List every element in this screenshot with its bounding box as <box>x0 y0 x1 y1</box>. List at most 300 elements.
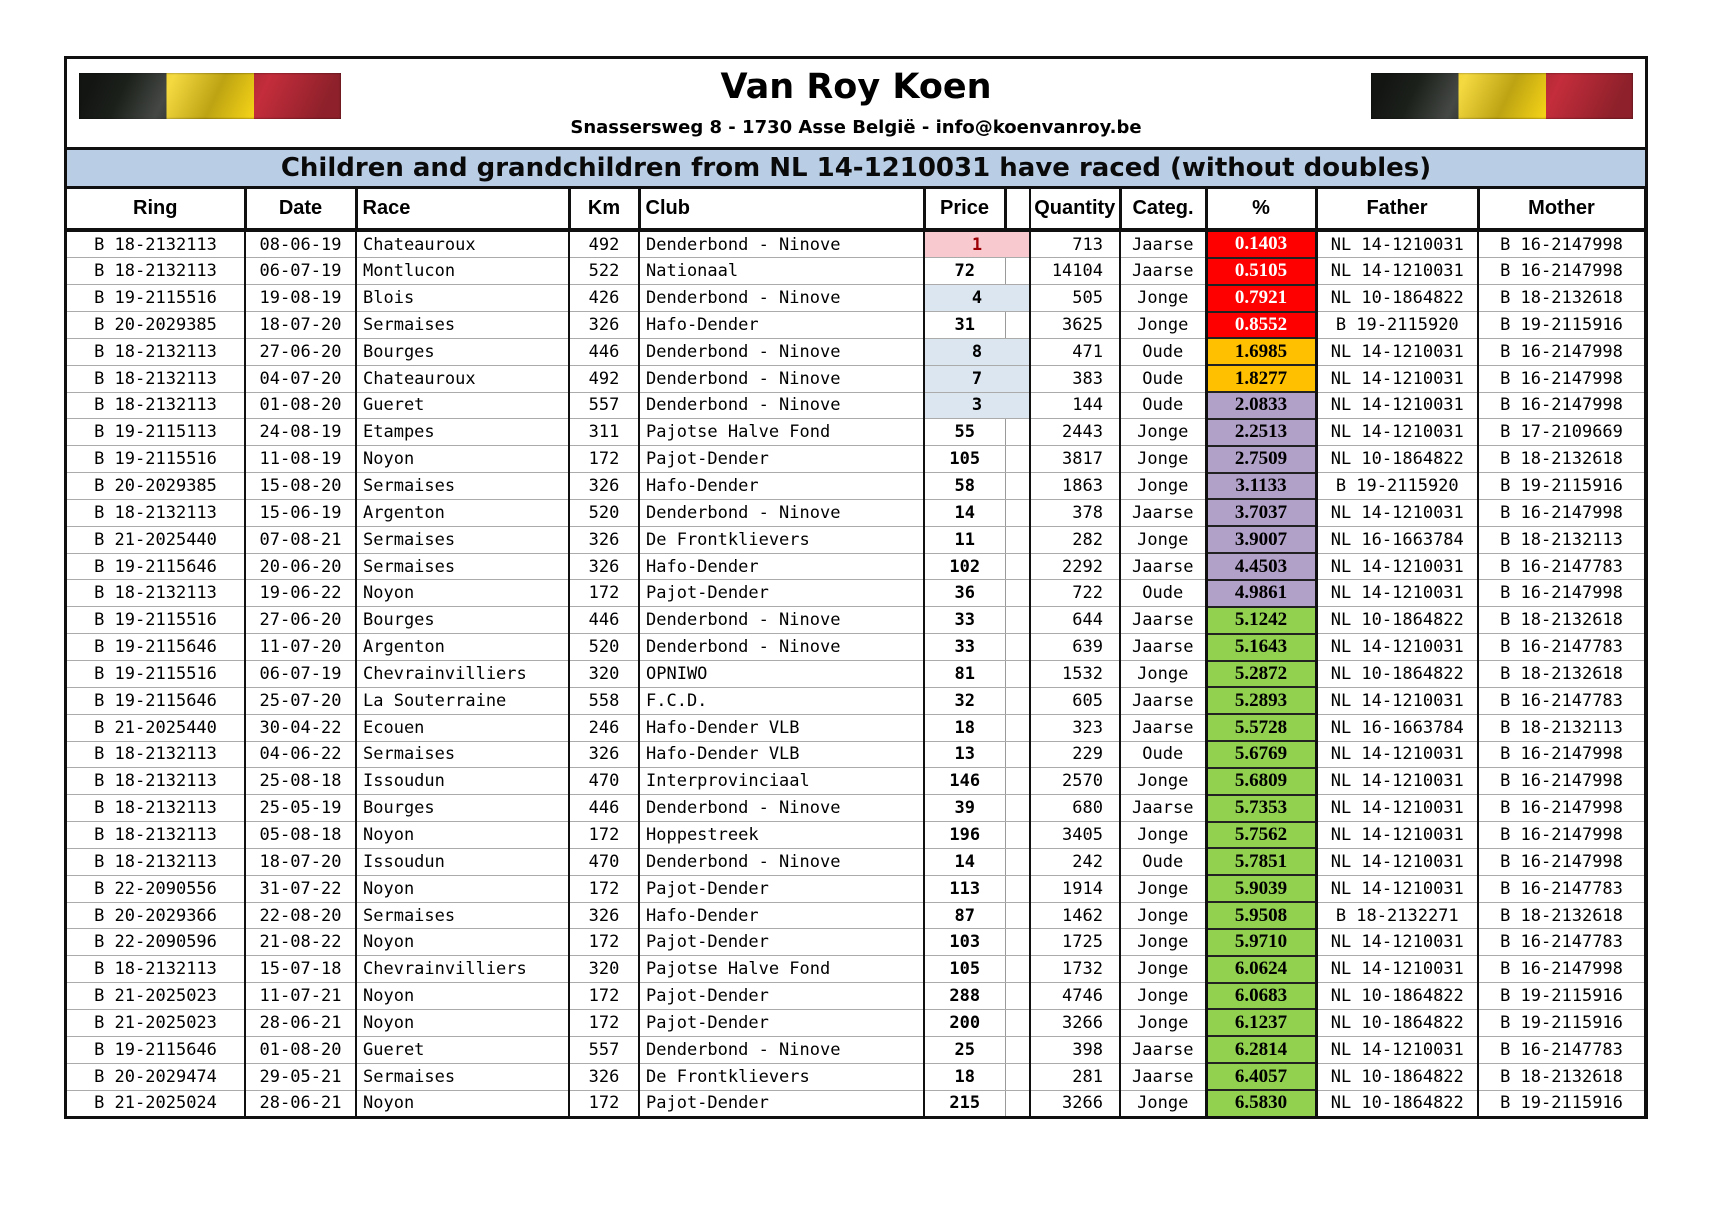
cell-price: 4 <box>924 285 1030 312</box>
column-header-quantity: Quantity <box>1030 188 1120 231</box>
cell-date: 18-07-20 <box>245 312 356 339</box>
cell-km: 326 <box>569 553 639 580</box>
cell-cat: Jaarse <box>1120 687 1206 714</box>
cell-club: Hafo-Dender <box>639 902 924 929</box>
cell-race: Sermaises <box>356 553 569 580</box>
cell-father: NL 14-1210031 <box>1316 553 1478 580</box>
cell-date: 15-08-20 <box>245 473 356 500</box>
column-header-km: Km <box>569 188 639 231</box>
cell-race: Argenton <box>356 499 569 526</box>
cell-qty: 3266 <box>1030 1090 1120 1116</box>
cell-date: 22-08-20 <box>245 902 356 929</box>
table-row <box>67 929 1645 956</box>
cell-cat: Jaarse <box>1120 499 1206 526</box>
cell-km: 326 <box>569 741 639 768</box>
cell-km: 446 <box>569 607 639 634</box>
cell-qty: 722 <box>1030 580 1120 607</box>
table-row <box>67 1090 1645 1116</box>
cell-pct: 0.5105 <box>1206 258 1316 285</box>
cell-father: NL 10-1864822 <box>1316 1009 1478 1036</box>
table-row <box>67 634 1645 661</box>
cell-pct: 5.7851 <box>1206 848 1316 875</box>
cell-qty: 4746 <box>1030 983 1120 1010</box>
cell-cat: Oude <box>1120 392 1206 419</box>
cell-km: 446 <box>569 795 639 822</box>
cell-ring: B 20-2029366 <box>67 902 245 929</box>
cell-ring: B 18-2132113 <box>67 392 245 419</box>
cell-spacer <box>1005 580 1030 607</box>
cell-father: NL 14-1210031 <box>1316 741 1478 768</box>
cell-ring: B 21-2025023 <box>67 1009 245 1036</box>
cell-qty: 281 <box>1030 1063 1120 1090</box>
cell-race: Sermaises <box>356 1063 569 1090</box>
cell-cat: Jonge <box>1120 446 1206 473</box>
cell-pct: 1.8277 <box>1206 365 1316 392</box>
cell-father: NL 14-1210031 <box>1316 956 1478 983</box>
cell-father: NL 10-1864822 <box>1316 983 1478 1010</box>
cell-race: Chevrainvilliers <box>356 956 569 983</box>
cell-date: 01-08-20 <box>245 1036 356 1063</box>
column-header-race: Race <box>356 188 569 231</box>
cell-qty: 1732 <box>1030 956 1120 983</box>
cell-club: Hafo-Dender VLB <box>639 741 924 768</box>
cell-cat: Jaarse <box>1120 714 1206 741</box>
cell-qty: 1532 <box>1030 661 1120 688</box>
cell-race: Sermaises <box>356 902 569 929</box>
cell-qty: 1462 <box>1030 902 1120 929</box>
cell-pct: 6.0624 <box>1206 956 1316 983</box>
cell-club: Denderbond - Ninove <box>639 848 924 875</box>
cell-cat: Jonge <box>1120 1090 1206 1116</box>
cell-spacer <box>1005 795 1030 822</box>
cell-club: Denderbond - Ninove <box>639 285 924 312</box>
cell-km: 520 <box>569 499 639 526</box>
table-row <box>67 875 1645 902</box>
cell-km: 558 <box>569 687 639 714</box>
cell-mother: B 16-2147998 <box>1478 392 1645 419</box>
cell-cat: Jonge <box>1120 473 1206 500</box>
cell-cat: Jonge <box>1120 929 1206 956</box>
cell-race: Sermaises <box>356 741 569 768</box>
cell-father: NL 10-1864822 <box>1316 1063 1478 1090</box>
table-header-row <box>67 188 1645 231</box>
cell-km: 492 <box>569 230 639 258</box>
cell-pct: 5.1242 <box>1206 607 1316 634</box>
cell-date: 25-08-18 <box>245 768 356 795</box>
cell-qty: 242 <box>1030 848 1120 875</box>
cell-cat: Jaarse <box>1120 634 1206 661</box>
column-header-date: Date <box>245 188 356 231</box>
table-row <box>67 983 1645 1010</box>
cell-price: 11 <box>924 526 1005 553</box>
cell-ring: B 18-2132113 <box>67 822 245 849</box>
column-header-mother: Mother <box>1478 188 1645 231</box>
table-row <box>67 419 1645 446</box>
cell-km: 557 <box>569 1036 639 1063</box>
cell-km: 426 <box>569 285 639 312</box>
cell-mother: B 18-2132618 <box>1478 661 1645 688</box>
cell-pct: 6.1237 <box>1206 1009 1316 1036</box>
cell-pct: 3.9007 <box>1206 526 1316 553</box>
cell-price: 18 <box>924 1063 1005 1090</box>
cell-father: NL 14-1210031 <box>1316 392 1478 419</box>
cell-race: Sermaises <box>356 526 569 553</box>
cell-ring: B 19-2115646 <box>67 687 245 714</box>
cell-km: 326 <box>569 902 639 929</box>
cell-race: Noyon <box>356 983 569 1010</box>
cell-mother: B 16-2147998 <box>1478 230 1645 258</box>
cell-km: 470 <box>569 848 639 875</box>
cell-date: 25-07-20 <box>245 687 356 714</box>
table-row <box>67 338 1645 365</box>
cell-cat: Jaarse <box>1120 258 1206 285</box>
cell-date: 15-06-19 <box>245 499 356 526</box>
cell-ring: B 18-2132113 <box>67 258 245 285</box>
cell-km: 446 <box>569 338 639 365</box>
cell-ring: B 21-2025023 <box>67 983 245 1010</box>
cell-mother: B 19-2115916 <box>1478 983 1645 1010</box>
cell-ring: B 19-2115113 <box>67 419 245 446</box>
cell-qty: 2570 <box>1030 768 1120 795</box>
banner-title: Children and grandchildren from NL 14-1210031 have raced (without doubles) <box>67 147 1645 186</box>
cell-father: NL 16-1663784 <box>1316 714 1478 741</box>
cell-mother: B 18-2132618 <box>1478 446 1645 473</box>
cell-spacer <box>1005 661 1030 688</box>
cell-price: 58 <box>924 473 1005 500</box>
cell-qty: 505 <box>1030 285 1120 312</box>
cell-cat: Jaarse <box>1120 607 1206 634</box>
cell-price: 55 <box>924 419 1005 446</box>
cell-club: Pajot-Dender <box>639 1009 924 1036</box>
cell-date: 19-06-22 <box>245 580 356 607</box>
cell-club: OPNIWO <box>639 661 924 688</box>
cell-race: Chevrainvilliers <box>356 661 569 688</box>
cell-spacer <box>1005 607 1030 634</box>
cell-spacer <box>1005 526 1030 553</box>
cell-race: Noyon <box>356 580 569 607</box>
cell-father: NL 14-1210031 <box>1316 848 1478 875</box>
cell-club: Pajot-Dender <box>639 929 924 956</box>
cell-race: Noyon <box>356 929 569 956</box>
cell-pct: 6.2814 <box>1206 1036 1316 1063</box>
cell-km: 326 <box>569 526 639 553</box>
cell-price: 1 <box>924 230 1030 258</box>
cell-pct: 1.6985 <box>1206 338 1316 365</box>
cell-cat: Jaarse <box>1120 795 1206 822</box>
cell-price: 215 <box>924 1090 1005 1116</box>
cell-ring: B 19-2115516 <box>67 285 245 312</box>
cell-km: 172 <box>569 822 639 849</box>
cell-club: Hafo-Dender <box>639 553 924 580</box>
cell-mother: B 18-2132113 <box>1478 526 1645 553</box>
cell-km: 172 <box>569 875 639 902</box>
cell-race: Ecouen <box>356 714 569 741</box>
table-row <box>67 230 1645 258</box>
cell-km: 492 <box>569 365 639 392</box>
cell-spacer <box>1005 822 1030 849</box>
cell-pct: 0.7921 <box>1206 285 1316 312</box>
cell-father: NL 14-1210031 <box>1316 768 1478 795</box>
cell-pct: 3.7037 <box>1206 499 1316 526</box>
cell-spacer <box>1005 419 1030 446</box>
cell-father: NL 10-1864822 <box>1316 446 1478 473</box>
cell-cat: Jaarse <box>1120 553 1206 580</box>
cell-qty: 2443 <box>1030 419 1120 446</box>
cell-pct: 2.7509 <box>1206 446 1316 473</box>
cell-pct: 6.0683 <box>1206 983 1316 1010</box>
cell-father: NL 14-1210031 <box>1316 365 1478 392</box>
cell-spacer <box>1005 1009 1030 1036</box>
cell-price: 8 <box>924 338 1030 365</box>
cell-cat: Jaarse <box>1120 1036 1206 1063</box>
cell-spacer <box>1005 1090 1030 1116</box>
cell-pct: 5.2893 <box>1206 687 1316 714</box>
cell-mother: B 16-2147998 <box>1478 848 1645 875</box>
table-row <box>67 1009 1645 1036</box>
cell-pct: 2.0833 <box>1206 392 1316 419</box>
cell-pct: 4.4503 <box>1206 553 1316 580</box>
cell-race: Sermaises <box>356 312 569 339</box>
cell-qty: 3817 <box>1030 446 1120 473</box>
cell-mother: B 16-2147998 <box>1478 258 1645 285</box>
cell-price: 13 <box>924 741 1005 768</box>
cell-club: Denderbond - Ninove <box>639 634 924 661</box>
cell-price: 33 <box>924 634 1005 661</box>
cell-club: Pajot-Dender <box>639 580 924 607</box>
cell-qty: 14104 <box>1030 258 1120 285</box>
cell-pct: 5.2872 <box>1206 661 1316 688</box>
cell-km: 246 <box>569 714 639 741</box>
cell-spacer <box>1005 848 1030 875</box>
cell-price: 32 <box>924 687 1005 714</box>
cell-father: NL 14-1210031 <box>1316 419 1478 446</box>
cell-father: B 19-2115920 <box>1316 312 1478 339</box>
cell-spacer <box>1005 956 1030 983</box>
cell-mother: B 19-2115916 <box>1478 1009 1645 1036</box>
cell-date: 15-07-18 <box>245 956 356 983</box>
cell-date: 04-06-22 <box>245 741 356 768</box>
column-header-father: Father <box>1316 188 1478 231</box>
table-row <box>67 258 1645 285</box>
table-row <box>67 526 1645 553</box>
cell-spacer <box>1005 312 1030 339</box>
cell-mother: B 18-2132618 <box>1478 902 1645 929</box>
cell-mother: B 16-2147783 <box>1478 634 1645 661</box>
cell-cat: Oude <box>1120 848 1206 875</box>
page-title: Van Roy Koen <box>720 67 992 107</box>
cell-pct: 5.1643 <box>1206 634 1316 661</box>
table-row <box>67 661 1645 688</box>
cell-mother: B 16-2147783 <box>1478 687 1645 714</box>
cell-ring: B 22-2090556 <box>67 875 245 902</box>
cell-cat: Jonge <box>1120 902 1206 929</box>
cell-club: De Frontklievers <box>639 526 924 553</box>
cell-club: Pajot-Dender <box>639 446 924 473</box>
cell-father: NL 14-1210031 <box>1316 875 1478 902</box>
cell-date: 27-06-20 <box>245 338 356 365</box>
cell-father: NL 14-1210031 <box>1316 230 1478 258</box>
cell-mother: B 16-2147998 <box>1478 795 1645 822</box>
cell-cat: Jonge <box>1120 983 1206 1010</box>
results-table <box>67 186 1647 1116</box>
cell-date: 29-05-21 <box>245 1063 356 1090</box>
cell-price: 14 <box>924 499 1005 526</box>
cell-price: 39 <box>924 795 1005 822</box>
cell-date: 11-07-20 <box>245 634 356 661</box>
cell-km: 172 <box>569 1009 639 1036</box>
cell-qty: 713 <box>1030 230 1120 258</box>
cell-father: NL 14-1210031 <box>1316 258 1478 285</box>
cell-club: Denderbond - Ninove <box>639 1036 924 1063</box>
cell-mother: B 18-2132113 <box>1478 714 1645 741</box>
cell-qty: 605 <box>1030 687 1120 714</box>
cell-qty: 3405 <box>1030 822 1120 849</box>
cell-cat: Jaarse <box>1120 230 1206 258</box>
cell-race: Issoudun <box>356 848 569 875</box>
cell-mother: B 16-2147998 <box>1478 768 1645 795</box>
cell-qty: 639 <box>1030 634 1120 661</box>
cell-qty: 383 <box>1030 365 1120 392</box>
cell-date: 07-08-21 <box>245 526 356 553</box>
cell-date: 28-06-21 <box>245 1090 356 1116</box>
cell-spacer <box>1005 687 1030 714</box>
cell-ring: B 19-2115646 <box>67 1036 245 1063</box>
cell-spacer <box>1005 983 1030 1010</box>
cell-mother: B 18-2132618 <box>1478 1063 1645 1090</box>
table-row <box>67 741 1645 768</box>
cell-club: Pajotse Halve Fond <box>639 956 924 983</box>
cell-date: 08-06-19 <box>245 230 356 258</box>
cell-father: NL 10-1864822 <box>1316 285 1478 312</box>
cell-km: 311 <box>569 419 639 446</box>
cell-mother: B 16-2147998 <box>1478 580 1645 607</box>
cell-price: 25 <box>924 1036 1005 1063</box>
cell-club: Denderbond - Ninove <box>639 338 924 365</box>
cell-date: 20-06-20 <box>245 553 356 580</box>
cell-date: 11-07-21 <box>245 983 356 1010</box>
cell-pct: 4.9861 <box>1206 580 1316 607</box>
cell-spacer <box>1005 446 1030 473</box>
cell-price: 103 <box>924 929 1005 956</box>
cell-mother: B 16-2147783 <box>1478 929 1645 956</box>
cell-qty: 2292 <box>1030 553 1120 580</box>
cell-ring: B 18-2132113 <box>67 741 245 768</box>
cell-cat: Oude <box>1120 580 1206 607</box>
cell-mother: B 18-2132618 <box>1478 285 1645 312</box>
cell-spacer <box>1005 929 1030 956</box>
cell-km: 520 <box>569 634 639 661</box>
cell-price: 146 <box>924 768 1005 795</box>
cell-race: Issoudun <box>356 768 569 795</box>
cell-mother: B 16-2147783 <box>1478 1036 1645 1063</box>
cell-father: NL 14-1210031 <box>1316 1036 1478 1063</box>
cell-mother: B 16-2147998 <box>1478 499 1645 526</box>
cell-qty: 644 <box>1030 607 1120 634</box>
cell-ring: B 18-2132113 <box>67 956 245 983</box>
cell-race: Noyon <box>356 822 569 849</box>
cell-qty: 323 <box>1030 714 1120 741</box>
cell-father: NL 14-1210031 <box>1316 929 1478 956</box>
cell-club: Pajot-Dender <box>639 875 924 902</box>
cell-spacer <box>1005 499 1030 526</box>
table-row <box>67 580 1645 607</box>
cell-ring: B 21-2025440 <box>67 526 245 553</box>
cell-father: B 19-2115920 <box>1316 473 1478 500</box>
cell-ring: B 19-2115646 <box>67 634 245 661</box>
cell-mother: B 18-2132618 <box>1478 607 1645 634</box>
cell-date: 11-08-19 <box>245 446 356 473</box>
table-row <box>67 392 1645 419</box>
cell-price: 31 <box>924 312 1005 339</box>
cell-cat: Jonge <box>1120 1009 1206 1036</box>
cell-pct: 2.2513 <box>1206 419 1316 446</box>
cell-spacer <box>1005 258 1030 285</box>
cell-ring: B 21-2025440 <box>67 714 245 741</box>
cell-km: 326 <box>569 312 639 339</box>
cell-price: 81 <box>924 661 1005 688</box>
cell-mother: B 19-2115916 <box>1478 473 1645 500</box>
cell-spacer <box>1005 902 1030 929</box>
cell-qty: 3266 <box>1030 1009 1120 1036</box>
cell-spacer <box>1005 473 1030 500</box>
table-row <box>67 795 1645 822</box>
cell-km: 172 <box>569 446 639 473</box>
cell-father: NL 14-1210031 <box>1316 687 1478 714</box>
cell-cat: Jaarse <box>1120 1063 1206 1090</box>
cell-race: Noyon <box>356 1090 569 1116</box>
cell-ring: B 21-2025024 <box>67 1090 245 1116</box>
cell-qty: 1725 <box>1030 929 1120 956</box>
cell-date: 27-06-20 <box>245 607 356 634</box>
cell-father: NL 14-1210031 <box>1316 822 1478 849</box>
cell-mother: B 19-2115916 <box>1478 1090 1645 1116</box>
cell-race: Bourges <box>356 607 569 634</box>
cell-ring: B 18-2132113 <box>67 580 245 607</box>
cell-mother: B 16-2147998 <box>1478 956 1645 983</box>
cell-km: 320 <box>569 956 639 983</box>
cell-race: Gueret <box>356 1036 569 1063</box>
table-row <box>67 553 1645 580</box>
cell-pct: 3.1133 <box>1206 473 1316 500</box>
cell-club: Nationaal <box>639 258 924 285</box>
cell-price: 196 <box>924 822 1005 849</box>
cell-club: Denderbond - Ninove <box>639 499 924 526</box>
cell-race: La Souterraine <box>356 687 569 714</box>
cell-father: NL 10-1864822 <box>1316 661 1478 688</box>
cell-ring: B 18-2132113 <box>67 365 245 392</box>
cell-mother: B 16-2147998 <box>1478 338 1645 365</box>
cell-pct: 0.1403 <box>1206 230 1316 258</box>
cell-pct: 0.8552 <box>1206 312 1316 339</box>
cell-club: Hoppestreek <box>639 822 924 849</box>
cell-mother: B 16-2147998 <box>1478 741 1645 768</box>
cell-pct: 5.7353 <box>1206 795 1316 822</box>
cell-price: 36 <box>924 580 1005 607</box>
cell-race: Bourges <box>356 338 569 365</box>
cell-cat: Jonge <box>1120 419 1206 446</box>
cell-km: 326 <box>569 1063 639 1090</box>
cell-race: Blois <box>356 285 569 312</box>
cell-date: 06-07-19 <box>245 258 356 285</box>
cell-km: 172 <box>569 929 639 956</box>
cell-race: Noyon <box>356 1009 569 1036</box>
cell-spacer <box>1005 875 1030 902</box>
cell-price: 14 <box>924 848 1005 875</box>
cell-date: 18-07-20 <box>245 848 356 875</box>
cell-ring: B 18-2132113 <box>67 795 245 822</box>
cell-cat: Oude <box>1120 338 1206 365</box>
cell-club: Hafo-Dender <box>639 473 924 500</box>
